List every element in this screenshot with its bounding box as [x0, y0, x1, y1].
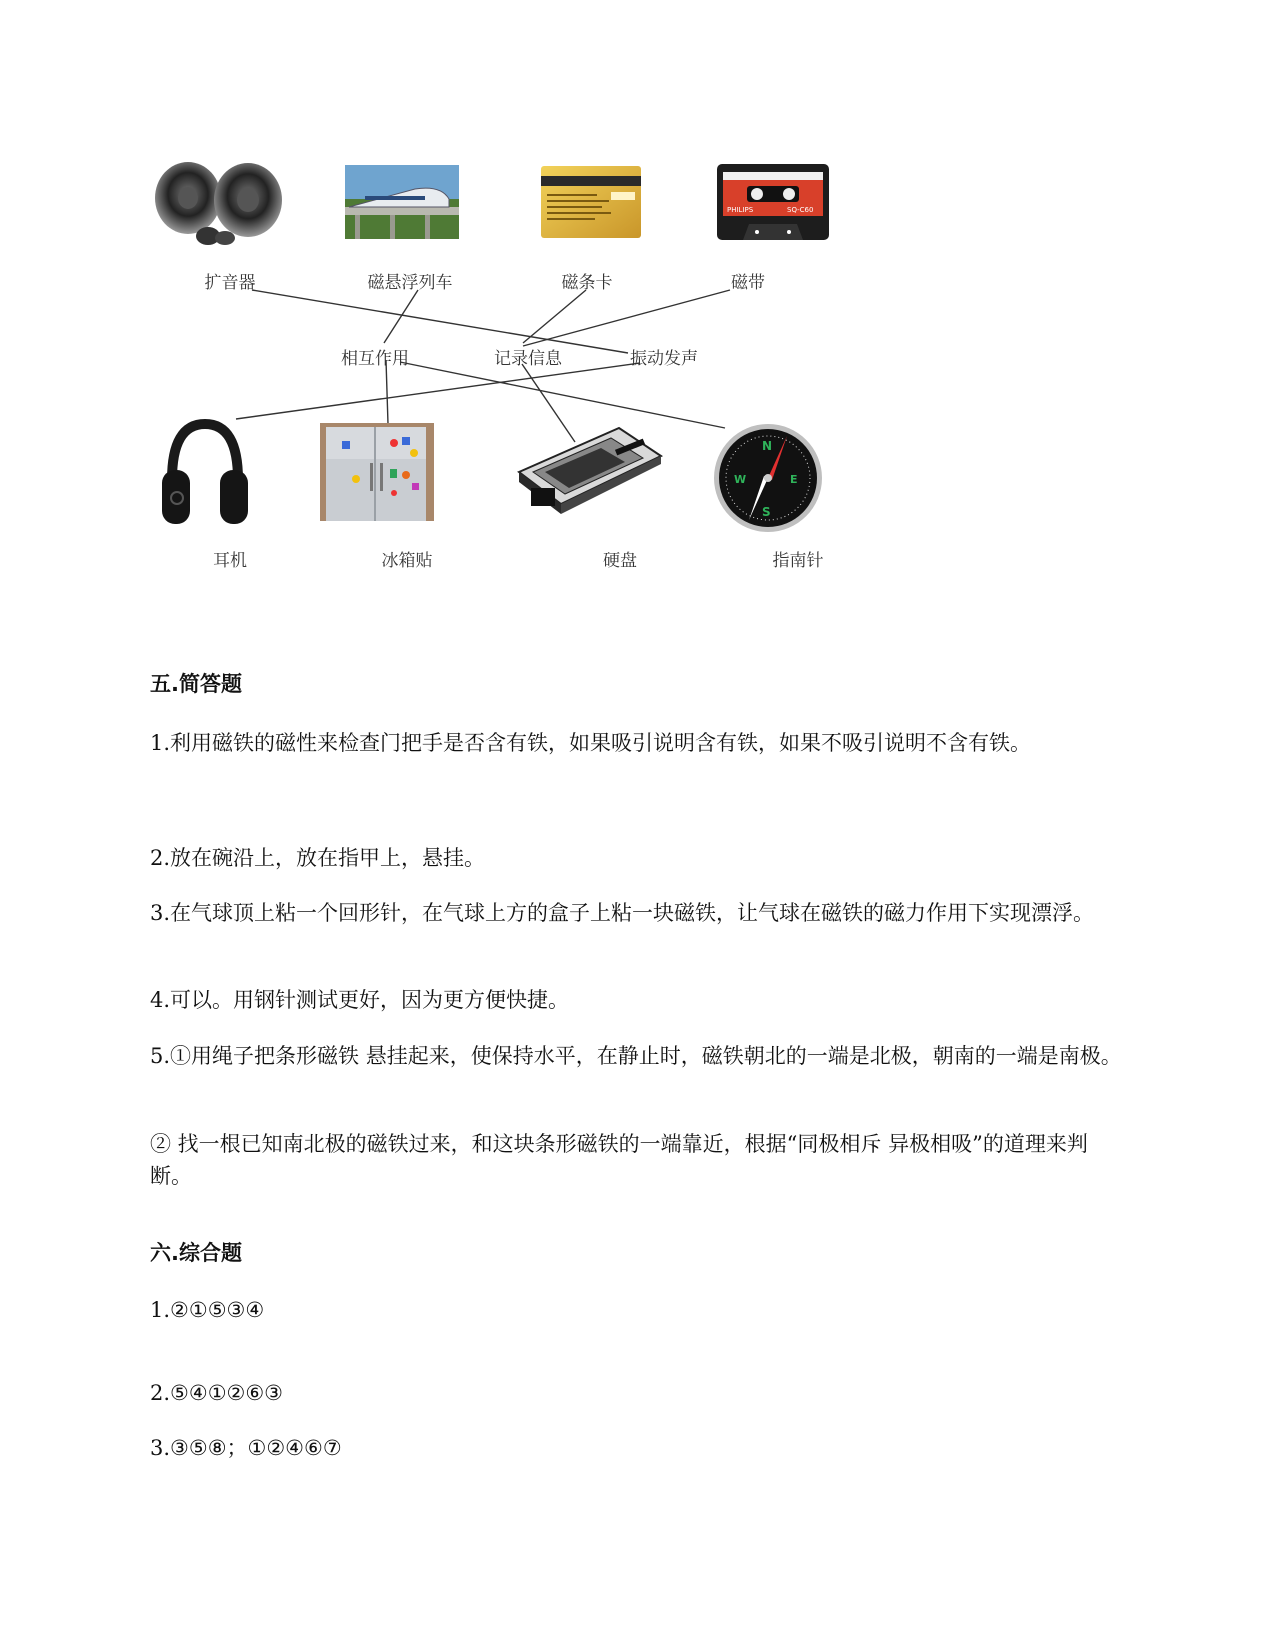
match-line — [400, 362, 725, 428]
label-interaction: 相互作用 — [341, 349, 409, 369]
label-hard-disk: 硬盘 — [603, 551, 637, 571]
section5-answer-2: 2.放在碗沿上，放在指甲上，悬挂。 — [150, 846, 486, 870]
headphones-icon — [160, 418, 250, 532]
section5-answer-4: 4.可以。用钢针测试更好，因为更方便快捷。 — [150, 988, 570, 1012]
compass-n-letter: N — [762, 439, 773, 453]
section5-answer-3: 3.在气球顶上粘一个回形针，在气球上方的盒子上粘一块磁铁，让气球在磁铁的磁力作用下实现漂浮。 — [150, 901, 1095, 925]
section5-answer-5-part2: ② 找一根已知南北极的磁铁过来，和这块条形磁铁的一端靠近，根据“同极相斥 异极相吸”的道理来判断。 — [150, 1132, 1088, 1188]
cassette-brand-text: PHILIPS — [727, 206, 754, 214]
compass-icon — [712, 422, 824, 538]
speaker-icon — [153, 158, 283, 252]
cassette-model-text: SQ-C60 — [787, 206, 814, 214]
magnetic-card-icon — [541, 166, 641, 242]
section5-answer-5: 5.①用绳子把条形磁铁 悬挂起来，使保持水平，在静止时，磁铁朝北的一端是北极，朝南的一端是南极。 — [150, 1044, 1122, 1068]
hard-disk-icon — [515, 420, 665, 524]
compass-w-letter: W — [734, 473, 747, 486]
matching-diagram — [150, 150, 870, 610]
fridge-magnet-icon — [320, 423, 434, 525]
label-magnetic-card: 磁条卡 — [561, 273, 613, 293]
compass-e-letter: E — [790, 473, 798, 486]
match-line — [252, 290, 628, 353]
section5-title: 五.简答题 — [150, 672, 242, 696]
compass-s-letter: S — [762, 505, 771, 519]
label-cassette-tape: 磁带 — [731, 273, 765, 293]
section6-answer-1: 1.②①⑤③④ — [150, 1298, 265, 1322]
label-record-info: 记录信息 — [494, 349, 562, 369]
label-fridge-magnet: 冰箱贴 — [381, 551, 433, 571]
label-compass: 指南针 — [772, 551, 824, 571]
section5-answer-1: 1.利用磁铁的磁性来检查门把手是否含有铁，如果吸引说明含有铁，如果不吸引说明不含有铁。 — [150, 731, 1032, 755]
cassette-tape-icon — [717, 164, 829, 244]
match-line — [386, 360, 388, 424]
match-line — [523, 290, 730, 346]
match-line — [523, 290, 586, 343]
section6-answer-3: 3.③⑤⑧；①②④⑥⑦ — [150, 1436, 342, 1460]
label-maglev-train: 磁悬浮列车 — [367, 273, 453, 293]
label-vibrate-sound: 振动发声 — [630, 349, 698, 369]
match-line — [236, 363, 640, 419]
label-speaker: 扩音器 — [204, 273, 256, 293]
label-headphones: 耳机 — [213, 551, 247, 571]
section6-answer-2: 2.⑤④①②⑥③ — [150, 1381, 283, 1405]
section6-title: 六.综合题 — [150, 1241, 242, 1265]
maglev-train-icon — [345, 165, 459, 243]
